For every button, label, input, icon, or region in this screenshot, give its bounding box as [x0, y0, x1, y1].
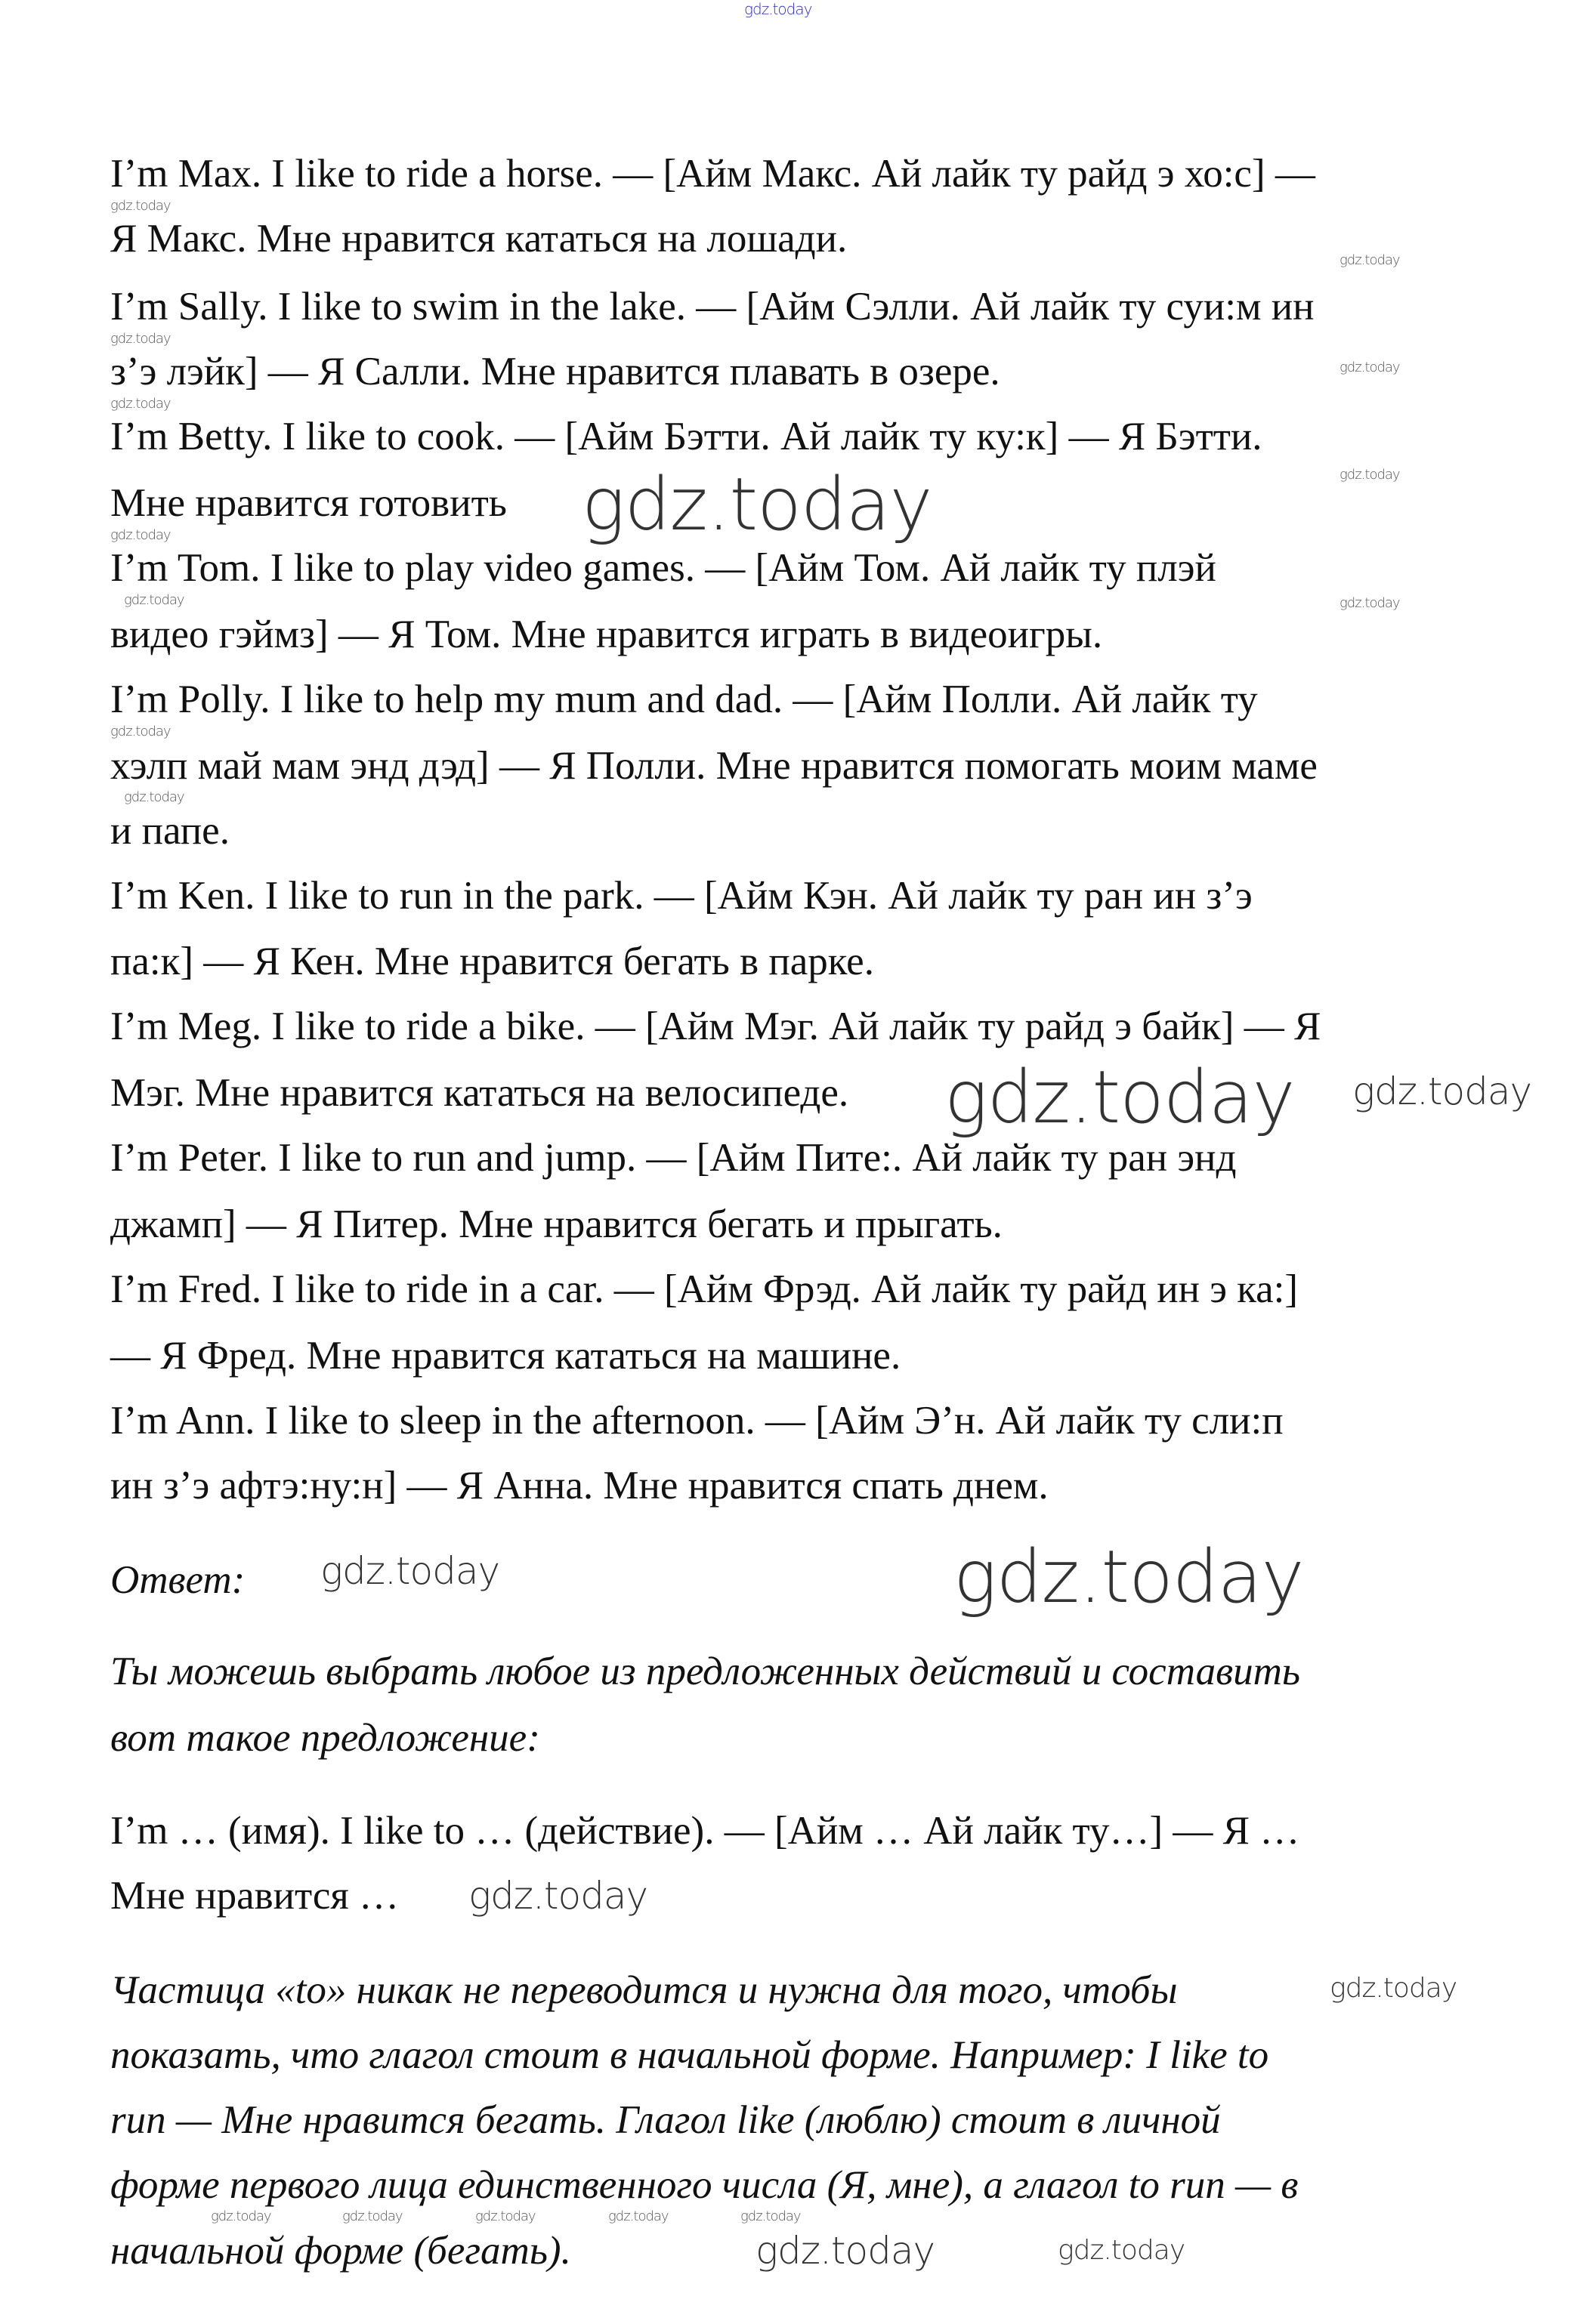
text-line: I’m Fred. I like to ride in a car. — [Айм Фрэд. Ай лайк ту райд ин э ка:]: [110, 1267, 1299, 1311]
text-line: видео гэймз] — Я Том. Мне нравится играть в видеоигры.: [110, 613, 1103, 656]
text-line: I’m Max. I like to ride a horse. — [Айм Макс. Ай лайк ту райд э хо:с] —: [110, 152, 1315, 196]
text-line: хэлп май мам энд дэд] — Я Полли. Мне нравится помогать моим маме: [110, 744, 1318, 788]
text-line: форме первого лица единственного числа (Я, мне), а глагол to run — в: [110, 2163, 1299, 2207]
watermark: gdz.today: [582, 462, 932, 547]
watermark: gdz.today: [1340, 360, 1400, 375]
text-line: вот такое предложение:: [110, 1716, 540, 1760]
text-line: I’m … (имя). I like to … (действие). — [Айм … Ай лайк ту…] — Я …: [110, 1809, 1300, 1853]
answer-heading: Ответ:: [110, 1558, 246, 1602]
text-line: джамп] — Я Питер. Мне нравится бегать и прыгать.: [110, 1202, 1003, 1246]
text-line: I’m Sally. I like to swim in the lake. — [Айм Сэлли. Ай лайк ту суи:м ин: [110, 285, 1315, 329]
watermark: gdz.today: [110, 396, 171, 412]
watermark: gdz.today: [744, 0, 812, 18]
text-line: I’m Betty. I like to cook. — [Айм Бэтти. Ай лайк ту ку:к] — Я Бэтти.: [110, 415, 1262, 458]
watermark: gdz.today: [1340, 252, 1400, 268]
text-line: — Я Фред. Мне нравится кататься на машине.: [110, 1334, 901, 1378]
text-line: Я Макс. Мне нравится кататься на лошади.: [110, 217, 848, 261]
watermark: gdz.today: [211, 2208, 271, 2224]
text-line: I’m Tom. I like to play video games. — [Айм Том. Ай лайк ту плэй: [110, 546, 1216, 590]
text-line: I’m Polly. I like to help my mum and dad. — [Айм Полли. Ай лайк ту: [110, 677, 1258, 721]
text-line: и папе.: [110, 809, 230, 853]
text-line: Ты можешь выбрать любое из предложенных действий и составить: [110, 1650, 1301, 1693]
text-line: I’m Meg. I like to ride a bike. — [Айм Мэг. Ай лайк ту райд э байк] — Я: [110, 1005, 1321, 1048]
watermark: gdz.today: [1058, 2235, 1185, 2266]
text-line: I’m Peter. I like to run and jump. — [Айм Питe:. Ай лайк ту ран энд: [110, 1136, 1237, 1180]
text-line: начальной форме (бегать).: [110, 2229, 571, 2273]
watermark: gdz.today: [468, 1874, 648, 1918]
watermark: gdz.today: [740, 2208, 801, 2224]
text-line: показать, что глагол стоит в начальной форме. Например: I like to: [110, 2033, 1269, 2077]
watermark: gdz.today: [320, 1549, 500, 1593]
watermark: gdz.today: [1352, 1069, 1532, 1113]
text-line: Мэг. Мне нравится кататься на велосипеде.: [110, 1071, 849, 1115]
text-line: Мне нравится готовить: [110, 481, 507, 525]
text-line: I’m Ann. I like to sleep in the afternoon. — [Айм Э’н. Ай лайк ту сли:п: [110, 1399, 1284, 1443]
text-line: Мне нравится …: [110, 1874, 399, 1918]
watermark: gdz.today: [953, 1535, 1304, 1619]
watermark: gdz.today: [1340, 595, 1400, 611]
text-line: Частица «to» никак не переводится и нужна для того, чтобы: [110, 1968, 1178, 2012]
text-line: з’э лэйк] — Я Салли. Мне нравится плавать в озере.: [110, 350, 1000, 394]
text-line: па:к] — Я Кен. Мне нравится бегать в парке.: [110, 940, 874, 983]
text-line: run — Мне нравится бегать. Глагол like (люблю) стоит в личной: [110, 2098, 1221, 2142]
watermark: gdz.today: [110, 724, 171, 739]
watermark: gdz.today: [110, 198, 171, 214]
watermark: gdz.today: [475, 2208, 536, 2224]
watermark: gdz.today: [342, 2208, 403, 2224]
watermark: gdz.today: [1330, 1973, 1457, 2004]
watermark: gdz.today: [124, 592, 184, 608]
watermark: gdz.today: [110, 331, 171, 347]
watermark: gdz.today: [110, 527, 171, 543]
text-line: ин з’э афтэ:ну:н] — Я Анна. Мне нравится спать днем.: [110, 1464, 1049, 1508]
text-line: I’m Ken. I like to run in the park. — [Айм Кэн. Ай лайк ту ран ин з’э: [110, 874, 1253, 918]
watermark: gdz.today: [124, 789, 184, 805]
watermark: gdz.today: [756, 2229, 935, 2273]
watermark: gdz.today: [944, 1055, 1295, 1140]
watermark: gdz.today: [608, 2208, 669, 2224]
watermark: gdz.today: [1340, 467, 1400, 483]
